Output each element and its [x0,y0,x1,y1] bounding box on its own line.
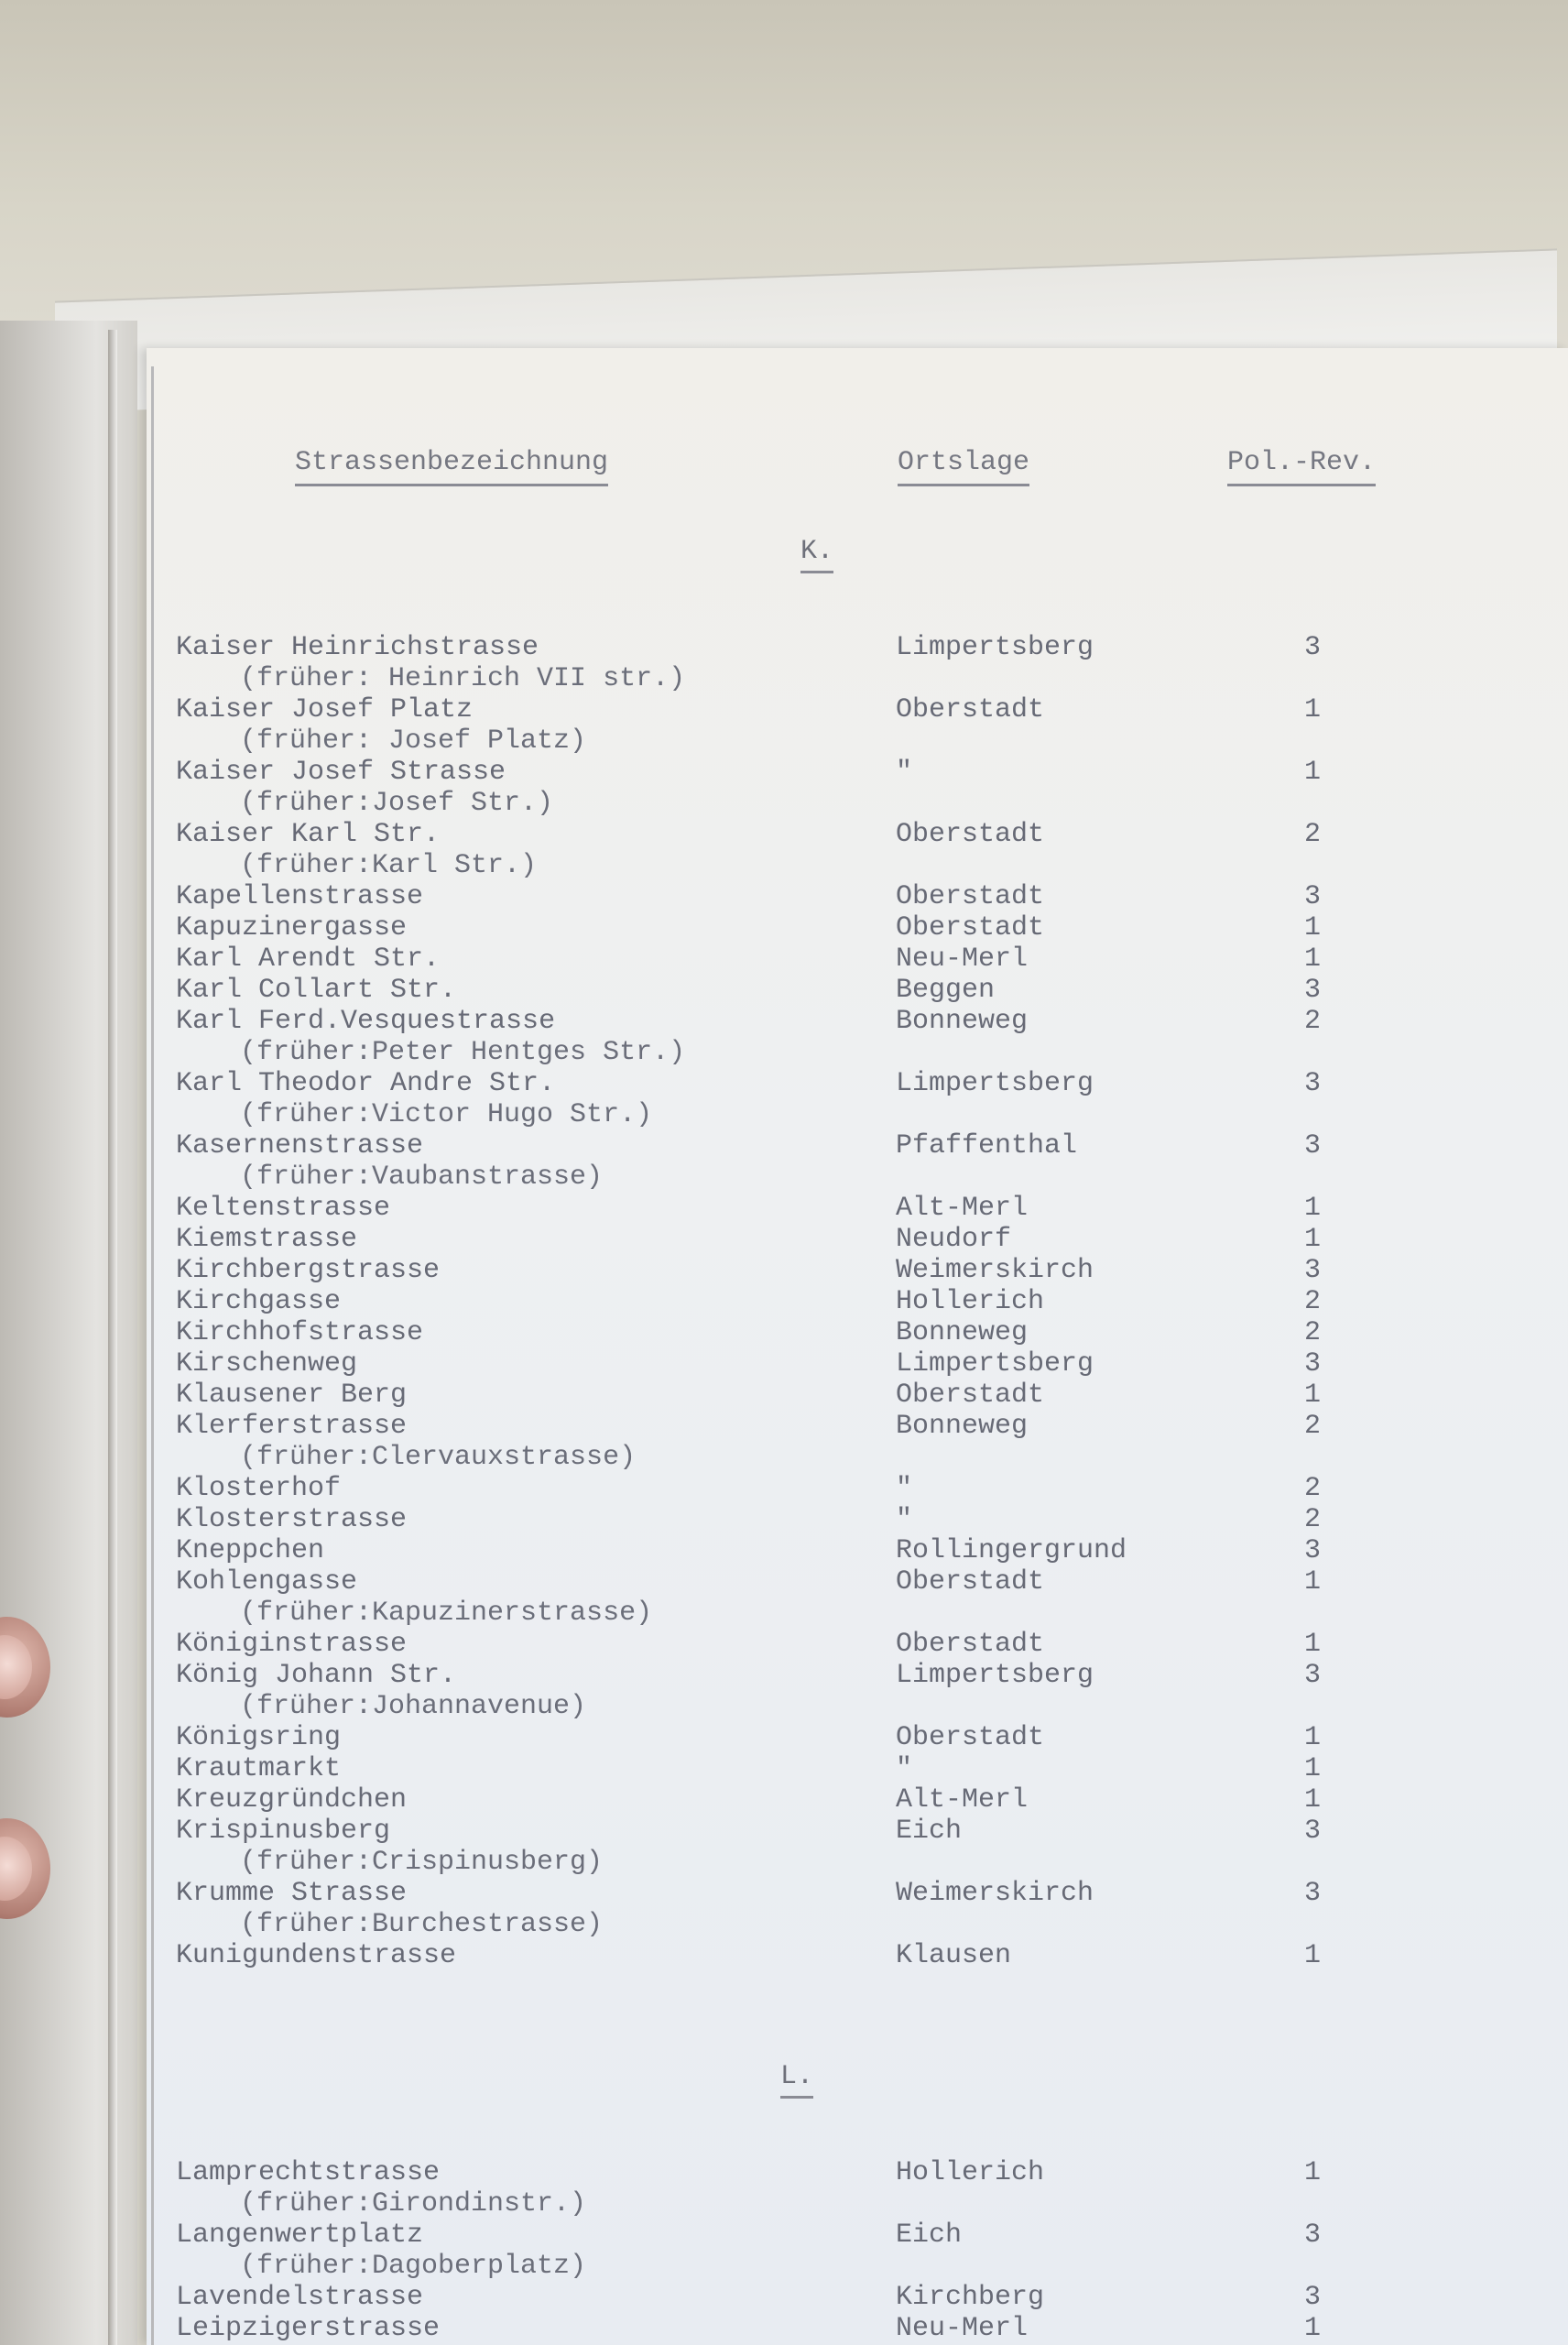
police-district: 1 [1304,2157,1322,2188]
police-district: 3 [1304,1068,1322,1099]
street-location: Neu-Merl [896,943,1029,975]
street-location: " [896,757,913,788]
street-name: Kapellenstrasse [176,881,424,912]
former-name: (früher:Dagoberplatz) [240,2251,587,2282]
former-name: (früher:Peter Hentges Str.) [240,1037,686,1068]
column-header-rev: Pol.-Rev. [1227,447,1376,486]
police-district: 1 [1304,757,1322,788]
street-name: Kaiser Heinrichstrasse [176,632,539,663]
street-location: Alt-Merl [896,1784,1029,1816]
former-name: (früher:Josef Str.) [240,788,554,819]
street-location: Bonneweg [896,1006,1029,1037]
column-header-location: Ortslage [898,447,1029,486]
police-district: 3 [1304,1878,1322,1909]
police-district: 3 [1304,1816,1322,1847]
police-district: 3 [1304,1348,1322,1380]
street-name: Klausener Berg [176,1380,408,1411]
street-name: Karl Collart Str. [176,975,457,1006]
street-name: Königsring [176,1722,342,1753]
street-name: Keltenstrasse [176,1193,391,1224]
police-district: 1 [1304,1753,1322,1784]
street-name: Leipzigerstrasse [176,2313,441,2344]
page-edge [151,366,154,2345]
street-name: Kirchhofstrasse [176,1317,424,1348]
street-name: König Johann Str. [176,1660,457,1691]
police-district: 1 [1304,1224,1322,1255]
former-name: (früher: Josef Platz) [240,725,587,757]
police-district: 1 [1304,2313,1322,2344]
police-district: 3 [1304,975,1322,1006]
street-name: Kirschenweg [176,1348,358,1380]
street-location: Pfaffenthal [896,1130,1078,1162]
street-location: Weimerskirch [896,1878,1094,1909]
street-location: Rollingergrund [896,1535,1127,1566]
police-district: 1 [1304,1566,1322,1598]
street-location: Limpertsberg [896,632,1094,663]
street-name: Kohlengasse [176,1566,358,1598]
street-location: " [896,1753,913,1784]
street-name: Kirchbergstrasse [176,1255,441,1286]
column-header-street: Strassenbezeichnung [295,447,608,486]
street-location: Oberstadt [896,1566,1045,1598]
former-name: (früher:Burchestrasse) [240,1909,604,1940]
police-district: 1 [1304,1940,1322,1971]
street-name: Klerferstrasse [176,1411,408,1442]
street-name: Karl Theodor Andre Str. [176,1068,556,1099]
police-district: 1 [1304,1380,1322,1411]
police-district: 3 [1304,881,1322,912]
street-location: Eich [896,1816,963,1847]
street-location: Klausen [896,1940,1012,1971]
police-district: 2 [1304,1286,1322,1317]
street-location: Neudorf [896,1224,1012,1255]
street-location: Hollerich [896,1286,1045,1317]
former-name: (früher:Clervauxstrasse) [240,1442,637,1473]
street-name: Lavendelstrasse [176,2282,424,2313]
section-letter: K. [800,536,833,573]
police-district: 3 [1304,2282,1322,2313]
police-district: 1 [1304,943,1322,975]
street-location: Oberstadt [896,694,1045,725]
street-name: Kiemstrasse [176,1224,358,1255]
police-district: 2 [1304,1473,1322,1504]
former-name: (früher:Johannavenue) [240,1691,587,1722]
street-location: Oberstadt [896,912,1045,943]
former-name: (früher: Heinrich VII str.) [240,663,686,694]
street-location: Oberstadt [896,1722,1045,1753]
police-district: 3 [1304,1660,1322,1691]
street-name: Klosterhof [176,1473,342,1504]
street-location: Oberstadt [896,1380,1045,1411]
street-location: Oberstadt [896,819,1045,850]
street-location: Limpertsberg [896,1660,1094,1691]
binder-spine [108,330,117,2345]
street-name: Krispinusberg [176,1816,391,1847]
police-district: 1 [1304,1629,1322,1660]
police-district: 2 [1304,1006,1322,1037]
police-district: 2 [1304,819,1322,850]
street-name: Kasernenstrasse [176,1130,424,1162]
street-location: Alt-Merl [896,1193,1029,1224]
former-name: (früher:Kapuzinerstrasse) [240,1598,653,1629]
street-location: Beggen [896,975,996,1006]
street-name: Kneppchen [176,1535,325,1566]
police-district: 1 [1304,1784,1322,1816]
street-location: Bonneweg [896,1317,1029,1348]
street-location: " [896,1504,913,1535]
police-district: 2 [1304,1504,1322,1535]
street-location: Hollerich [896,2157,1045,2188]
police-district: 3 [1304,632,1322,663]
street-name: Königinstrasse [176,1629,408,1660]
street-name: Karl Ferd.Vesquestrasse [176,1006,556,1037]
former-name: (früher:Girondinstr.) [240,2188,587,2220]
street-location: Weimerskirch [896,1255,1094,1286]
street-name: Kaiser Karl Str. [176,819,441,850]
street-location: Oberstadt [896,1629,1045,1660]
street-location: Limpertsberg [896,1068,1094,1099]
street-name: Kaiser Josef Platz [176,694,474,725]
street-location: Neu-Merl [896,2313,1029,2344]
police-district: 3 [1304,1255,1322,1286]
street-name: Kreuzgründchen [176,1784,408,1816]
section-letter: L. [780,2061,813,2099]
street-name: Kaiser Josef Strasse [176,757,506,788]
police-district: 3 [1304,2220,1322,2251]
street-name: Langenwertplatz [176,2220,424,2251]
street-location: " [896,1473,913,1504]
street-name: Krautmarkt [176,1753,342,1784]
street-location: Bonneweg [896,1411,1029,1442]
street-name: Klosterstrasse [176,1504,408,1535]
police-district: 3 [1304,1535,1322,1566]
police-district: 2 [1304,1317,1322,1348]
police-district: 3 [1304,1130,1322,1162]
police-district: 1 [1304,912,1322,943]
street-name: Krumme Strasse [176,1878,408,1909]
street-name: Kapuzinergasse [176,912,408,943]
former-name: (früher:Crispinusberg) [240,1847,604,1878]
street-location: Eich [896,2220,963,2251]
former-name: (früher:Vaubanstrasse) [240,1162,604,1193]
street-name: Kunigundenstrasse [176,1940,457,1971]
street-location: Oberstadt [896,881,1045,912]
street-location: Limpertsberg [896,1348,1094,1380]
police-district: 1 [1304,1722,1322,1753]
former-name: (früher:Karl Str.) [240,850,538,881]
police-district: 1 [1304,694,1322,725]
police-district: 1 [1304,1193,1322,1224]
former-name: (früher:Victor Hugo Str.) [240,1099,653,1130]
street-name: Lamprechtstrasse [176,2157,441,2188]
police-district: 2 [1304,1411,1322,1442]
street-location: Kirchberg [896,2282,1045,2313]
street-name: Kirchgasse [176,1286,342,1317]
street-name: Karl Arendt Str. [176,943,441,975]
